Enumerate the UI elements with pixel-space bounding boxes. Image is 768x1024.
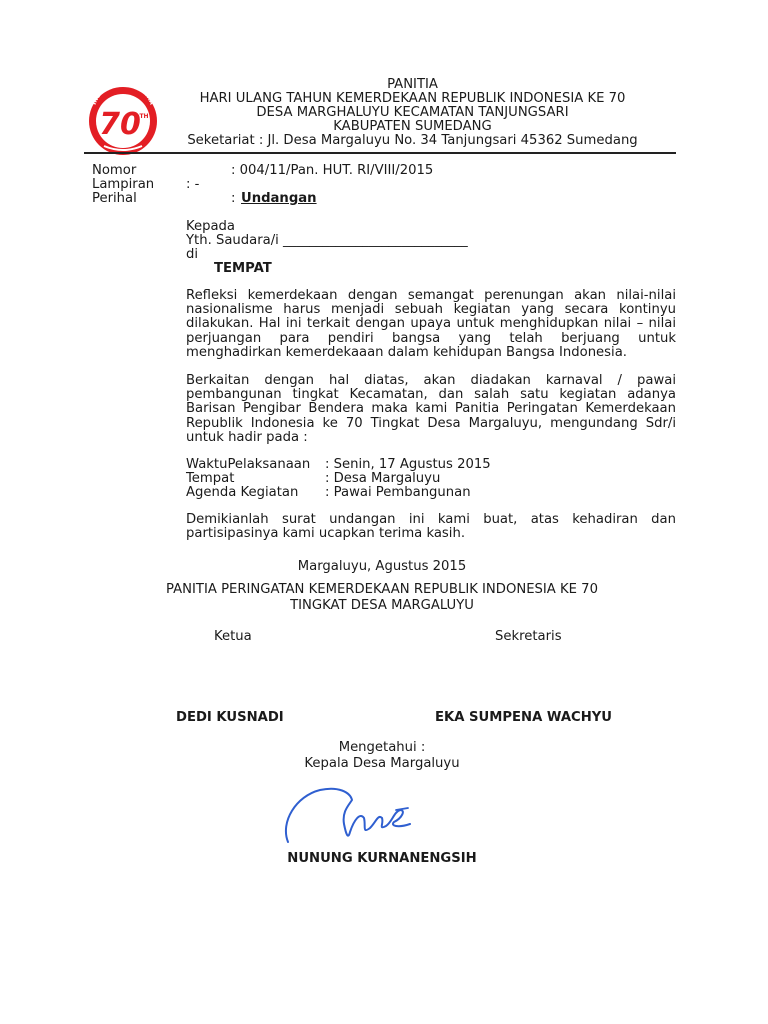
header-line-1: PANITIA xyxy=(387,77,438,92)
logo-number: 70 xyxy=(99,107,141,142)
hut-ri-70-logo xyxy=(84,78,162,160)
perihal-value: Undangan xyxy=(241,191,317,206)
tempat-heading: TEMPAT xyxy=(214,261,272,276)
header-divider xyxy=(84,152,676,154)
perihal-label: Perihal xyxy=(92,191,137,206)
agenda-value: : Pawai Pembangunan xyxy=(325,485,471,500)
logo-suffix: TH xyxy=(139,113,149,120)
header-line-3: DESA MARGHALUYU KECAMATAN TANJUNGSARI xyxy=(256,105,569,120)
header-line-2: HARI ULANG TAHUN KEMERDEKAAN REPUBLIK INDONESIA KE 70 xyxy=(199,91,626,106)
waktu-value: : Senin, 17 Agustus 2015 xyxy=(325,457,491,472)
letter-date: Margaluyu, Agustus 2015 xyxy=(297,559,467,574)
nomor-value: : 004/11/Pan. HUT. RI/VIII/2015 xyxy=(231,163,434,178)
sekretaris-label: Sekretaris xyxy=(495,629,562,644)
addressee-line: Yth. Saudara/i ____________________________ xyxy=(186,233,468,248)
lampiran-value: : - xyxy=(186,177,200,192)
committee-line-1: PANITIA PERINGATAN KEMERDEKAAN REPUBLIK INDONESIA KE 70 xyxy=(166,582,598,597)
mengetahui: Mengetahui : xyxy=(338,740,426,755)
kepala-desa-title: Kepala Desa Margaluyu xyxy=(304,756,460,771)
paragraph-1: Refleksi kemerdekaan dengan semangat perenungan akan nilai-nilai nasionalisme harus menjadi sebuah kegiatan yang secara kontinyu dilakukan. Hal ini terkait dengan upaya untuk menghidupkan nilai – nilai perjuangan para pendiri bangsa yang telah berjuang untuk menghadirkan kemerdekaaan dalam kehidupan Bangsa Indonesia. xyxy=(186,288,676,360)
ketua-name: DEDI KUSNADI xyxy=(176,710,284,725)
header-line-4: KABUPATEN SUMEDANG xyxy=(333,119,492,134)
ketua-label: Ketua xyxy=(214,629,252,644)
paragraph-2: Berkaitan dengan hal diatas, akan diadakan karnaval / pawai pembangunan tingkat Kecamatan, dan salah satu kegiatan adanya Barisan Pengibar Bendera maka kami Panitia Peringatan Kemerdekaan Republik Indonesia ke 70 Tingkat Desa Margaluyu, mengundang Sdr/i untuk hadir pada : xyxy=(186,373,676,445)
kepada: Kepada xyxy=(186,219,236,234)
logo-arc-text: INDONESIA MERDEKA xyxy=(90,79,156,106)
sekretaris-name: EKA SUMPENA WACHYU xyxy=(435,710,612,725)
di: di xyxy=(186,247,199,262)
perihal-colon: : xyxy=(231,191,236,206)
committee-line-2: TINGKAT DESA MARGALUYU xyxy=(290,598,474,613)
waktu-label: WaktuPelaksanaan xyxy=(186,457,311,472)
nomor-label: Nomor xyxy=(92,163,137,178)
tempat-value: : Desa Margaluyu xyxy=(325,471,441,486)
paragraph-3: Demikianlah surat undangan ini kami buat, atas kehadiran dan partisipasinya kami ucapkan terima kasih. xyxy=(186,512,676,542)
kepala-desa-name: NUNUNG KURNANENGSIH xyxy=(287,851,477,866)
tempat-label: Tempat xyxy=(186,471,235,486)
lampiran-label: Lampiran xyxy=(92,177,155,192)
handwritten-signature xyxy=(278,782,418,852)
header-address: Seketariat : Jl. Desa Margaluyu No. 34 Tanjungsari 45362 Sumedang xyxy=(187,133,638,148)
agenda-label: Agenda Kegiatan xyxy=(186,485,299,500)
